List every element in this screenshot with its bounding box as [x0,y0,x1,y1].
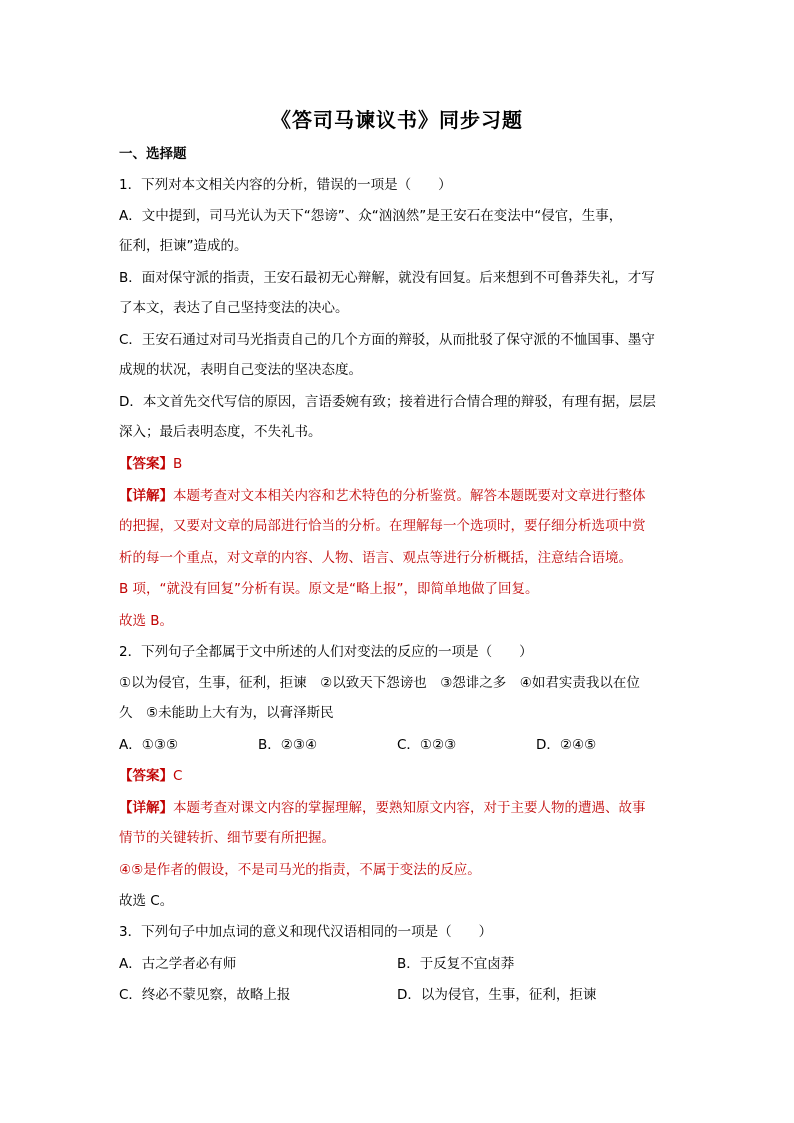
q1-stem: 1．下列对本文相关内容的分析，错误的一项是（ ） [119,177,452,193]
q2-stem: 2．下列句子全都属于文中所述的人们对变法的反应的一项是（ ） [119,644,533,660]
answer-value: B [173,456,183,472]
q3-stem: 3．下列句子中加点词的意义和现代汉语相同的一项是（ ） [119,924,493,940]
q1-explanation-line2: 的把握，又要对文章的局部进行恰当的分析。在理解每一个选项时，要仔细分析选项中赏 [119,518,646,534]
q1-option-b-line2: 了本文，表达了自己坚持变法的决心。 [119,300,349,316]
q1-option-d-line1: D．本文首先交代写信的原因，言语委婉有致；接着进行合情合理的辩驳，有理有据，层层 [119,394,656,410]
q2-option-b: B．②③④ [258,737,318,753]
q2-explanation-line2: 情节的关键转折、细节要有所把握。 [119,830,335,846]
q2-answer [119,766,679,786]
q2-option-a: A．①③⑤ [119,737,179,753]
q1-option-c-line1: C．王安石通过对司马光指责自己的几个方面的辩驳，从而批驳了保守派的不恤国事、墨守 [119,332,655,348]
q2-items-line1: ①以为侵官，生事，征利，拒谏 ②以致天下怨谤也 ③怨诽之多 ④如君实责我以在位 [119,675,640,691]
q2-items-line2: 久 ⑤未能助上大有为，以膏泽斯民 [119,705,334,721]
q3-option-b: B．于反复不宜卤莽 [397,956,515,972]
answer-value: C [173,768,183,784]
q2-choice: 故选 C。 [119,893,174,909]
q1-option-a-line1: A．文中提到，司马光认为天下“怨谤”、众“汹汹然”是王安石在变法中“侵官，生事， [119,208,623,224]
q2-option-d: D．②④⑤ [536,737,597,753]
q1-option-b-line1: B．面对保守派的指责，王安石最初无心辩解，就没有回复。后来想到不可鲁莽失礼，才写 [119,270,655,286]
explanation-text: 本题考查对文本相关内容和艺术特色的分析鉴赏。解答本题既要对文章进行整体 [173,488,646,504]
document-title: 《答司马谏议书》同步习题 [271,108,523,132]
q1-answer [119,454,679,474]
explanation-text: 本题考查对课文内容的掌握理解，要熟知原文内容，对于主要人物的遭遇、故事 [173,800,646,816]
q2-option-c: C．①②③ [397,737,457,753]
q2-explanation-line1 [119,798,679,818]
q1-explanation-line1 [119,486,679,506]
q1-explanation-line3: 析的每一个重点，对文章的内容、人物、语言、观点等进行分析概括，注意结合语境。 [119,550,632,566]
q3-option-c: C．终必不蒙见察，故略上报 [119,987,291,1003]
answer-label: 【答案】 [119,768,173,784]
q1-option-a-line2: 征利，拒谏”造成的。 [119,238,248,254]
answer-label: 【答案】 [119,456,173,472]
explanation-label: 【详解】 [119,800,173,816]
q3-option-a: A．古之学者必有师 [119,956,237,972]
q1-explanation-line4: B 项，“就没有回复”分析有误。原文是“略上报”，即简单地做了回复。 [119,581,539,597]
section-heading: 一、选择题 [119,146,187,162]
q1-option-c-line2: 成规的状况，表明自己变法的坚决态度。 [119,362,362,378]
explanation-label: 【详解】 [119,488,173,504]
q1-choice: 故选 B。 [119,613,174,629]
q3-option-d: D．以为侵官，生事，征利，拒谏 [397,987,597,1003]
q1-option-d-line2: 深入；最后表明态度，不失礼书。 [119,424,322,440]
q2-explanation-line3: ④⑤是作者的假设，不是司马光的指责，不属于变法的反应。 [119,862,481,878]
